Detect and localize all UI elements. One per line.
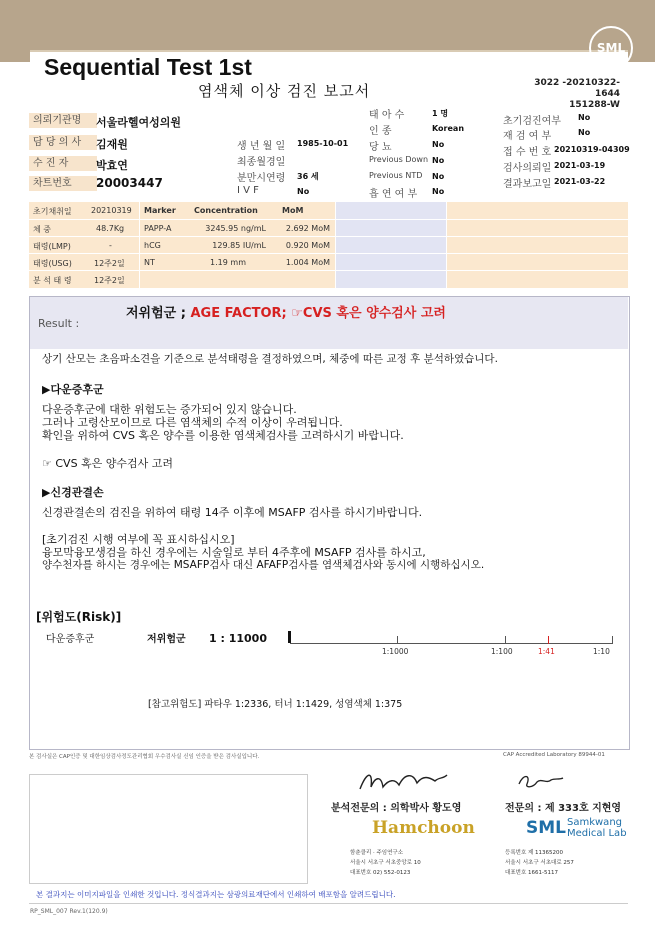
early-line-1: [초기검진 시행 여부에 꼭 표시하십시오] — [42, 533, 235, 546]
prev-ntd-value: No — [432, 172, 445, 181]
down-line-3: 확인을 위하여 CVS 혹은 양수를 이용한 염색체검사를 고려하시기 바랍니다. — [42, 429, 404, 442]
sml-name-line1: Samkwang — [567, 817, 622, 828]
tick-1000 — [397, 636, 398, 644]
specialist-signature — [515, 770, 565, 792]
risk-reference: [참고위험도] 파타우 1:2336, 터너 1:1429, 성염색체 1:375 — [148, 699, 403, 710]
doctor-label: 담 당 의 사 — [29, 135, 97, 150]
down-heading: ▶다운증후군 — [42, 383, 104, 396]
ivf-label: I V F — [237, 185, 259, 196]
risk-condition: 다운증후군 — [46, 634, 95, 645]
table-divider-3 — [29, 253, 628, 254]
risk-scale-line — [290, 643, 612, 644]
race-value: Korean — [432, 124, 465, 133]
dob-label: 생 년 월 일 — [237, 141, 286, 152]
report-number-line1: 3022 -20210322-1644 — [534, 78, 620, 99]
request-date-label: 검사의뢰일 — [503, 163, 552, 174]
ga-lmp-value: - — [109, 241, 112, 250]
col-marker: Marker — [144, 206, 176, 215]
retest-label: 재 검 여 부 — [503, 131, 552, 142]
down-line-2: 그러나 고령산모이므로 다른 염색체의 수적 이상이 우려됩니다. — [42, 416, 343, 429]
retest-value: No — [578, 128, 591, 137]
report-subtitle: 염색체 이상 검진 보고서 — [198, 82, 371, 100]
smoking-label: 흡 연 여 부 — [369, 189, 418, 200]
extra-panel-blue — [336, 202, 446, 288]
mom-hcg: 0.920 MoM — [285, 241, 330, 250]
collection-label: 초기채취일 — [33, 207, 72, 216]
prev-ntd-label: Previous NTD — [369, 171, 423, 180]
table-divider-1 — [29, 219, 628, 220]
table-vdivider — [139, 202, 140, 288]
cap-note-right: CAP Accredited Laboratory 89944-01 — [503, 752, 605, 758]
tick-41 — [548, 636, 549, 644]
conc-hcg: 129.85 IU/mL — [212, 241, 266, 250]
scale-label-41: 1:41 — [538, 647, 555, 656]
receipt-value: 20210319-04309 — [554, 145, 630, 154]
mom-papp-a: 2.692 MoM — [285, 224, 330, 233]
ntd-heading: ▶신경관결손 — [42, 486, 104, 499]
delivery-age-label: 분만시연령 — [237, 173, 286, 184]
ga-analysis-label: 분 석 태 령 — [33, 276, 72, 285]
diabetes-label: 당 뇨 — [369, 142, 392, 153]
ivf-value: No — [297, 187, 310, 196]
fetus-value: 1 명 — [432, 109, 449, 118]
analyst-label: 분석전문의 : 의학박사 황도영 — [331, 803, 462, 814]
table-divider-2 — [29, 236, 628, 237]
collection-value: 20210319 — [91, 206, 132, 215]
ga-usg-value: 12주2일 — [94, 259, 125, 268]
sml-addr-3: 대표번호 1661-5117 — [505, 870, 558, 876]
ntd-line-1: 신경관결손의 검진을 위하여 태령 14주 이후에 MSAFP 검사를 하시기바랍니다. — [42, 506, 423, 519]
conc-nt: 1.19 mm — [210, 258, 246, 267]
specialist-label: 전문의 : 제 333호 지현영 — [505, 803, 622, 814]
marker-papp-a: PAPP-A — [144, 224, 172, 233]
scale-label-10: 1:10 — [593, 647, 610, 656]
risk-value: 1 : 11000 — [209, 632, 267, 645]
tick-100 — [505, 636, 506, 644]
hamchoon-addr-1: 함춘클리 · 주임연구소 — [350, 850, 404, 856]
prev-down-label: Previous Down — [369, 155, 429, 164]
result-headline-age: AGE FACTOR; — [190, 306, 292, 321]
report-number-line2: 151288-W — [569, 100, 620, 110]
weight-label: 체 중 — [33, 225, 51, 234]
early-line-3: 양수천자를 하시는 경우에는 MSAFP검사 대신 AFAFP검사를 염색체검사와 동시에 시행하십시오. — [42, 559, 485, 571]
mom-nt: 1.004 MoM — [285, 258, 330, 267]
hamchoon-addr-2: 서울시 서초구 서초중앙로 10 — [350, 860, 421, 866]
ga-usg-label: 태령(USG) — [33, 259, 72, 268]
result-label: Result : — [38, 317, 80, 330]
analyst-signature — [355, 765, 450, 797]
institution-value: 서울라헬여성의원 — [96, 116, 182, 129]
risk-level: 저위험군 — [147, 634, 186, 645]
sml-addr-1: 등록번호 제 11365200 — [505, 850, 564, 856]
ga-lmp-label: 태령(LMP) — [33, 242, 71, 251]
marker-hcg: hCG — [144, 241, 161, 250]
scale-label-1000: 1:1000 — [382, 647, 409, 656]
chart-value: 20003447 — [96, 176, 163, 190]
race-label: 인 종 — [369, 126, 392, 137]
ga-analysis-value: 12주2일 — [94, 276, 125, 285]
extra-panel-beige — [447, 202, 628, 288]
result-headline-risk: 저위험군 ; — [126, 306, 191, 321]
prev-down-value: No — [432, 156, 445, 165]
report-date-label: 결과보고일 — [503, 179, 552, 190]
scale-label-100: 1:100 — [491, 647, 513, 656]
hamchoon-addr-3: 대표번호 02) 552-0123 — [350, 870, 411, 876]
cap-note-left: 본 검사실은 CAP인증 및 대한임상검사정도관리협회 우수검사실 신임 인증을 받은 검사실입니다. — [29, 754, 260, 760]
sml-addr-2: 서울시 서초구 서초대로 257 — [505, 860, 574, 866]
smoking-value: No — [432, 187, 445, 196]
dob-value: 1985-10-01 — [297, 139, 349, 148]
col-mom: MoM — [282, 206, 304, 215]
report-number — [520, 78, 620, 111]
institution-label: 의뢰기관명 — [29, 113, 97, 128]
weight-value: 48.7Kg — [96, 224, 125, 233]
report-title: Sequential Test 1st — [44, 54, 252, 80]
diabetes-value: No — [432, 140, 445, 149]
early-line-2: 융모막융모생검을 하신 경우에는 시술일로 부터 4주후에 MSAFP 검사를 하시고, — [42, 546, 426, 559]
request-date-value: 2021-03-19 — [554, 161, 606, 170]
result-headline-cvs: ☞CVS 혹은 양수검사 고려 — [291, 306, 446, 321]
form-number: RP_SML_007 Rev.1(120.9) — [30, 908, 108, 915]
sml-logo: SML — [589, 26, 633, 70]
initial-test-label: 초기검진여부 — [503, 116, 561, 127]
down-line-1: 다운증후군에 대한 위험도는 증가되어 있지 않습니다. — [42, 403, 297, 416]
disclaimer: 본 결과지는 이미지파일을 인쇄한 것입니다. 정식결과지는 삼광의료재단에서 인쇄하여 배포함을 알려드립니다. — [36, 890, 396, 899]
result-line1: 상기 산모는 초음파소견을 기준으로 분석태령을 결정하였으며, 체중에 따른 교정 후 분석하였습니다. — [42, 353, 498, 365]
risk-marker — [288, 631, 291, 643]
lmp-label: 최종월경일 — [237, 157, 286, 168]
examinee-value: 박효연 — [96, 159, 128, 172]
receipt-label: 접 수 번 호 — [503, 147, 552, 158]
report-date-value: 2021-03-22 — [554, 177, 606, 186]
cvs-note: ☞ CVS 혹은 양수검사 고려 — [42, 457, 174, 470]
result-headline — [126, 302, 446, 321]
col-concentration: Concentration — [194, 206, 258, 215]
risk-title: [위험도(Risk)] — [36, 610, 122, 624]
delivery-age-value: 36 세 — [297, 172, 319, 181]
initial-test-value: No — [578, 113, 591, 122]
hamchoon-logo: Hamchoon — [372, 818, 475, 838]
table-divider-4 — [29, 270, 628, 271]
footer-rule — [29, 903, 628, 904]
doctor-value: 김재원 — [96, 138, 128, 151]
tick-10 — [612, 636, 613, 644]
conc-papp-a: 3245.95 ng/mL — [205, 224, 266, 233]
comment-box — [29, 774, 308, 884]
chart-label: 차트번호 — [29, 176, 97, 191]
sml-name-line2: Medical Lab — [567, 828, 627, 839]
sml-name — [567, 817, 627, 839]
examinee-label: 수 진 자 — [29, 156, 97, 171]
sml-footer-logo: SML — [526, 818, 566, 838]
fetus-label: 태 아 수 — [369, 110, 405, 121]
marker-nt: NT — [144, 258, 155, 267]
